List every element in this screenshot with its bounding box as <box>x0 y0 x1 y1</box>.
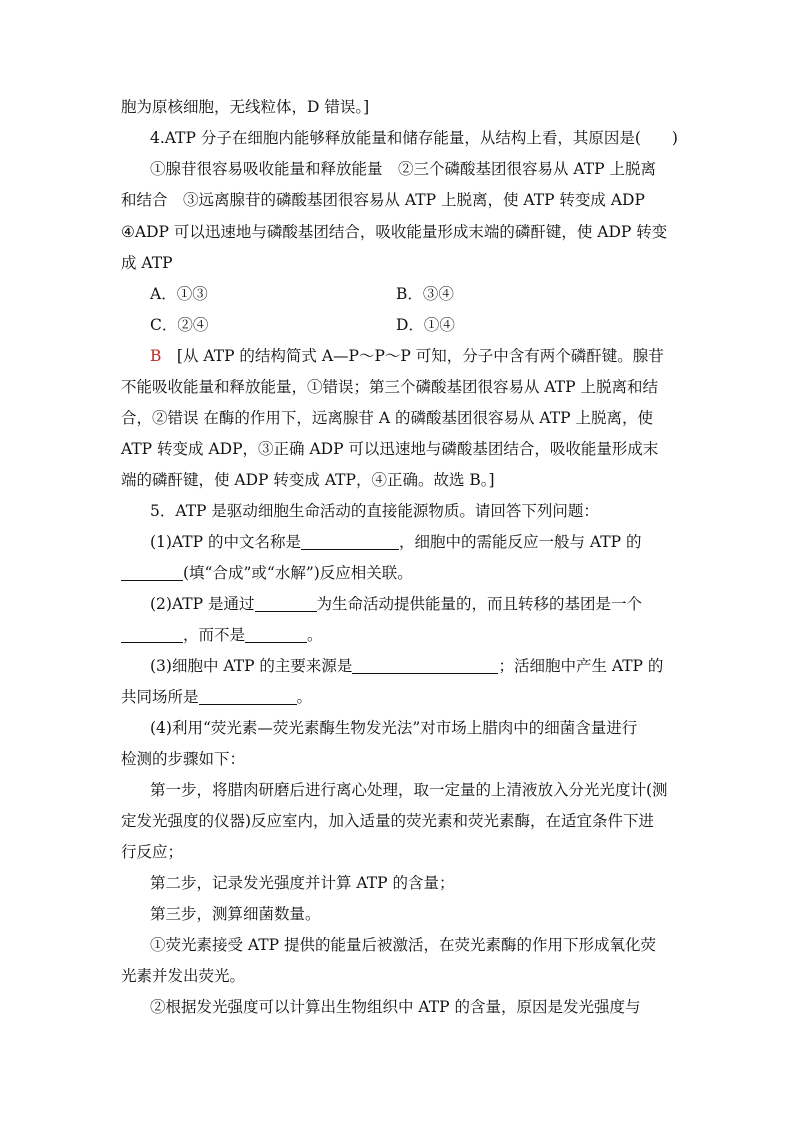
explanation-line: 端的磷酐键，使 ADP 转变成 ATP，④正确。故选 B。] <box>121 471 495 489</box>
text-segment: (1)ATP 的中文名称是 <box>150 533 301 551</box>
sub-question-line: 光素并发出荧光。 <box>121 967 246 985</box>
question-5-4-line: 检测的步骤如下： <box>121 750 246 768</box>
option-c: C．②④ <box>150 316 209 334</box>
question-5-4-line: (4)利用“荧光素—荧光素酶生物发光法”对市场上腊肉中的细菌含量进行 <box>150 719 638 737</box>
answer-blank <box>301 533 399 550</box>
text-segment: (填“合成”或“水解”)反应相关联。 <box>183 564 413 582</box>
option-d: D．①④ <box>396 316 455 334</box>
question-5-3-line <box>121 686 312 708</box>
question-4-line: 和结合 ③远离腺苷的磷酸基团很容易从 ATP 上脱离，使 ATP 转变成 ADP <box>121 191 645 209</box>
explanation-line: 合，②错误 在酶的作用下，远离腺苷 A 的磷酸基团很容易从 ATP 上脱离，使 <box>121 409 653 427</box>
text-segment: ；活细胞中产生 ATP 的 <box>498 657 664 675</box>
step-line: 第一步，将腊肉研磨后进行离心处理，取一定量的上清液放入分光光度计(测 <box>150 781 668 799</box>
question-4-line: 成 ATP <box>121 254 173 272</box>
text-segment: 。 <box>307 626 323 644</box>
sub-question-line: ①荧光素接受 ATP 提供的能量后被激活，在荧光素酶的作用下形成氧化荧 <box>150 936 656 954</box>
answer-blank <box>255 595 317 612</box>
step-line: 行反应； <box>121 843 184 861</box>
step-line: 定发光强度的仪器)反应室内，加入适量的荧光素和荧光素酶，在适宜条件下进 <box>121 812 655 830</box>
text-segment: ，细胞中的需能反应一般与 ATP 的 <box>399 533 642 551</box>
question-4-line: ④ADP 可以迅速地与磷酸基团结合，吸收能量形成末端的磷酐键，使 ADP 转变 <box>121 223 668 241</box>
option-b: B．③④ <box>396 285 454 303</box>
question-5-stem: 5．ATP 是驱动细胞生命活动的直接能源物质。请回答下列问题： <box>150 502 599 520</box>
text-segment: ，而不是 <box>183 626 246 644</box>
question-4-stem: 4.ATP 分子在细胞内能够释放能量和储存能量，从结构上看，其原因是( ) <box>150 129 678 147</box>
answer-blank <box>245 626 307 643</box>
text-line: 胞为原核细胞，无线粒体，D 错误。] <box>121 98 370 116</box>
answer-letter: B <box>150 347 162 365</box>
explanation-text: [从 ATP 的结构简式 A—P～P～P 可知，分子中含有两个磷酐键。腺苷 <box>176 347 664 365</box>
option-a: A．①③ <box>150 285 208 303</box>
answer-blank <box>352 657 498 674</box>
answer-explanation-line <box>150 345 664 367</box>
answer-blank <box>121 564 183 581</box>
question-5-2-line <box>121 624 323 646</box>
text-segment: 。 <box>296 688 313 706</box>
answer-blank <box>199 688 297 705</box>
question-4-line: ①腺苷很容易吸收能量和释放能量 ②三个磷酸基团很容易从 ATP 上脱离 <box>150 160 656 178</box>
question-5-3-line <box>150 655 663 677</box>
question-5-1-line <box>150 531 641 553</box>
sub-question-line: ②根据发光强度可以计算出生物组织中 ATP 的含量，原因是发光强度与 <box>150 998 641 1016</box>
explanation-line: 不能吸收能量和释放能量，①错误；第三个磷酸基团很容易从 ATP 上脱离和结 <box>121 378 658 396</box>
explanation-line: ATP 转变成 ADP，③正确 ADP 可以迅速地与磷酸基团结合，吸收能量形成末 <box>121 440 659 458</box>
text-segment: (2)ATP 是通过 <box>150 595 255 613</box>
question-5-2-line <box>150 593 642 615</box>
question-5-1-line <box>121 562 413 584</box>
step-line: 第三步，测算细菌数量。 <box>150 905 321 923</box>
answer-blank <box>121 626 183 643</box>
text-segment: 共同场所是 <box>121 688 199 706</box>
text-segment: 为生命活动提供能量的，而且转移的基团是一个 <box>316 595 643 613</box>
text-segment: (3)细胞中 ATP 的主要来源是 <box>150 657 353 675</box>
step-line: 第二步，记录发光强度并计算 ATP 的含量； <box>150 874 455 892</box>
